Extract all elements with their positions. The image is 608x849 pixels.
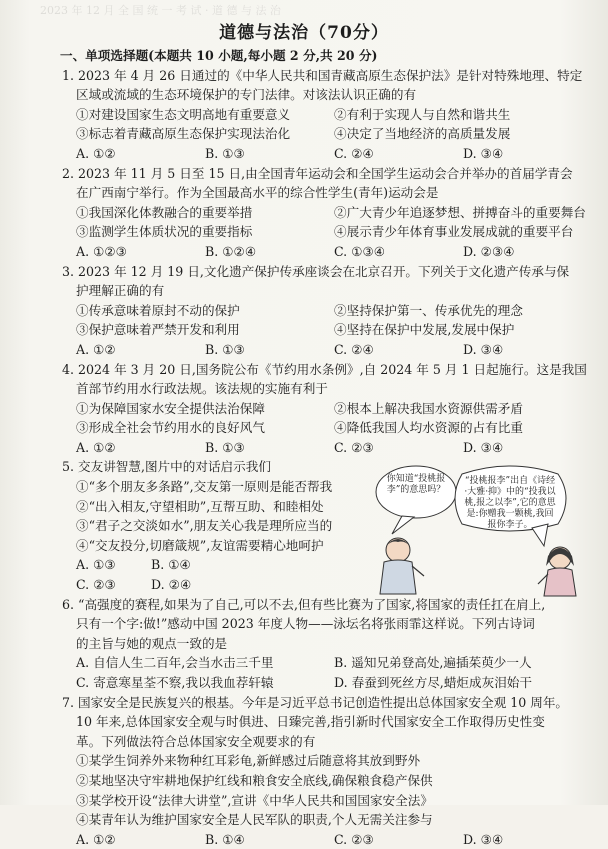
choice-row [62, 575, 376, 595]
choice-b: B. ①③ [205, 341, 245, 357]
question-stem: 7. 国家安全是民族复兴的根基。今年是习近平总书记创造性提出总体国家安全观 10 周年。 [62, 694, 569, 710]
choice-row [62, 340, 592, 360]
choice-b: B. ①④ [151, 557, 191, 573]
choice-b: B. ①③ [205, 145, 245, 161]
girl-figure [538, 547, 576, 596]
choice-row [62, 242, 592, 262]
boy-figure [380, 538, 424, 594]
statement: ④坚持在保护中发展,发展中保护 [334, 322, 515, 338]
statement: ③保护意味着严禁开发和利用 [76, 322, 240, 338]
choice-d: D. ②③④ [463, 243, 515, 259]
choice-c: C. ①③④ [334, 243, 386, 259]
choice-d: D. ③④ [463, 145, 504, 161]
choice-a: A. ①③ [76, 557, 116, 573]
question-stem: 护理解正确的有 [76, 283, 165, 299]
choice-a: A. ①② [76, 145, 116, 161]
question-stem: 2. 2023 年 11 月 5 日至 15 日,由全国青年运动会和全国学生运动会合并举办的首届学青会 [62, 165, 573, 181]
question-2 [62, 164, 592, 262]
bubble-text-right: “投桃报李”出自《诗经·大雅·抑》中的“投我以桃,报之以李”,它的意思是:你赠我一颗桃,我回报你李子。 [464, 476, 556, 531]
choice-a: A. 自信人生二百年,会当水击三千里 [76, 655, 274, 671]
statement: ②根本上解决我国水资源供需矛盾 [334, 400, 523, 416]
choice-row [62, 830, 592, 849]
choice-a: A. ①② [76, 831, 116, 847]
choice-b: B. ①②④ [205, 243, 257, 259]
choice-c: C. 寄意寒星荃不察,我以我血荐轩辕 [76, 675, 274, 690]
page-title: 道德与法治（70分） [219, 23, 389, 43]
statement: ④降低我国人均水资源的占有比重 [334, 420, 523, 436]
question-5 [62, 457, 592, 594]
question-stem: 首部节约用水行政法规。该法规的实施有利于 [76, 381, 328, 397]
bubble-text-left: 你知道“投桃报李”的意思吗？ [386, 474, 446, 496]
choice-c: C. ②③ [334, 831, 374, 847]
statement: ④决定了当地经济的高质量发展 [334, 126, 511, 142]
statement: ③“君子之交淡如水”,朋友关心我是理所应当的 [76, 518, 333, 534]
statement: ①“多个朋友多条路”,交友第一原则是能否帮我 [76, 479, 333, 495]
statement: ①某学生饲养外来物种红耳彩龟,新鲜感过后随意将其放到野外 [76, 753, 421, 769]
choice-row [62, 555, 376, 575]
choice-d: D. ③④ [463, 831, 504, 847]
statement: ③某学校开设“法律大讲堂”,宣讲《中华人民共和国国家安全法》 [76, 792, 433, 808]
choice-d: D. ②④ [151, 577, 192, 593]
choice-a: A. ①② [76, 341, 116, 357]
choice-b: B. 遥知兄弟登高处,遍插茱萸少一人 [334, 655, 532, 671]
question-stem: 3. 2023 年 12 月 19 日,文化遗产保护传承座谈会在北京召开。下列关于文化遗产传承与保 [62, 263, 570, 279]
question-stem: 5. 交友讲智慧,图片中的对话启示我们 [62, 459, 271, 475]
statement: ②“出入相友,守望相助”,互帮互助、和睦相处 [76, 498, 324, 514]
choice-a: A. ①② [76, 439, 116, 455]
choice-c: C. ②④ [334, 145, 374, 161]
question-stem: 1. 2023 年 4 月 26 日通过的《中华人民共和国青藏高原生态保护法》是针对特殊地理、特定 [62, 67, 583, 83]
statement: ②有利于实现人与自然和谐共生 [334, 106, 511, 122]
statement: ③标志着青藏高原生态保护实现法治化 [76, 126, 291, 142]
choice-d: D. 春蚕到死丝方尽,蜡炬成灰泪始干 [334, 675, 532, 690]
statement: ④展示青少年体育事业发展成就的重要平台 [334, 224, 574, 240]
choice-d: D. ③④ [463, 439, 504, 455]
question-1 [62, 66, 592, 164]
statement-row [62, 222, 592, 242]
statement: ①传承意味着原封不动的保护 [76, 302, 240, 318]
question-7 [62, 693, 592, 849]
choice-row [62, 438, 592, 458]
section-heading: 一、单项选择题(本题共 10 小题,每小题 2 分,共 20 分) [60, 48, 378, 63]
statement-row [62, 418, 592, 438]
statement: ①为保障国家水安全提供法治保障 [76, 400, 265, 416]
statement-row [62, 124, 592, 144]
statement-row [62, 301, 592, 321]
statement: ②坚持保护第一、传承优先的理念 [334, 302, 523, 318]
question-3 [62, 262, 592, 360]
statement: ③监测学生体质状况的重要指标 [76, 224, 253, 240]
choice-row [62, 673, 592, 693]
choice-c: C. ②④ [334, 341, 374, 357]
statement-row [62, 320, 592, 340]
statement: ②广大青少年追逐梦想、拼搏奋斗的重要舞台 [334, 204, 586, 220]
question-stem: 只有一个字:做!”感动中国 2023 年度人物——泳坛名将张雨霏这样说。下列古诗词 [76, 616, 535, 632]
choice-c: C. ②③ [76, 577, 116, 593]
choice-d: D. ③④ [463, 341, 504, 357]
question-stem: 在广西南宁举行。作为全国最高水平的综合性学生(青年)运动会是 [76, 185, 439, 201]
question-6 [62, 595, 592, 693]
choice-row [62, 653, 592, 673]
statement: ③形成全社会节约用水的良好风气 [76, 420, 265, 436]
choice-b: B. ①④ [205, 831, 245, 847]
statement-row [62, 399, 592, 419]
question-4 [62, 360, 592, 458]
question-stem: 革。下列做法符合总体国家安全观要求的有 [76, 733, 316, 749]
choice-row [62, 144, 592, 164]
question-stem: 10 年来,总体国家安全观与时俱进、日臻完善,指引新时代国家安全工作取得历史性变 [76, 714, 545, 730]
dialogue-cartoon [362, 462, 588, 600]
statement: ④某青年认为维护国家安全是人民军队的职责,个人无需关注参与 [76, 812, 433, 828]
question-stem: 4. 2024 年 3 月 20 日,国务院公布《节约用水条例》,自 2024 年 5 月 1 日起施行。这是我国 [62, 361, 587, 377]
statement: ②某地坚决守牢耕地保护红线和粮食安全底线,确保粮食稳产保供 [76, 772, 433, 788]
statement-row [62, 105, 592, 125]
choice-b: B. ①③ [205, 439, 245, 455]
question-stem: 的主旨与她的观点一致的是 [76, 635, 228, 651]
statement: ①我国深化体教融合的重要举措 [76, 204, 253, 220]
question-stem: 区域或流域的生态环境保护的专门法律。对该法认识正确的有 [76, 87, 417, 103]
question-stem: 6. “高强度的赛程,如果为了自己,可以不去,但有些比赛为了国家,将国家的责任扛在肩上, [62, 596, 546, 612]
statement: ④“交友投分,切磨箴规”,友谊需要精心地呵护 [76, 537, 324, 553]
choice-c: C. ②③ [334, 439, 374, 455]
exam-content [62, 46, 592, 849]
statement: ①对建设国家生态文明高地有重要意义 [76, 106, 291, 122]
bleed-through-text: 2023 年 12 月 全 国 统 一 考 试 · 道 德 与 法 治 [40, 4, 281, 17]
statement-row [62, 203, 592, 223]
choice-a: A. ①②③ [76, 243, 127, 259]
